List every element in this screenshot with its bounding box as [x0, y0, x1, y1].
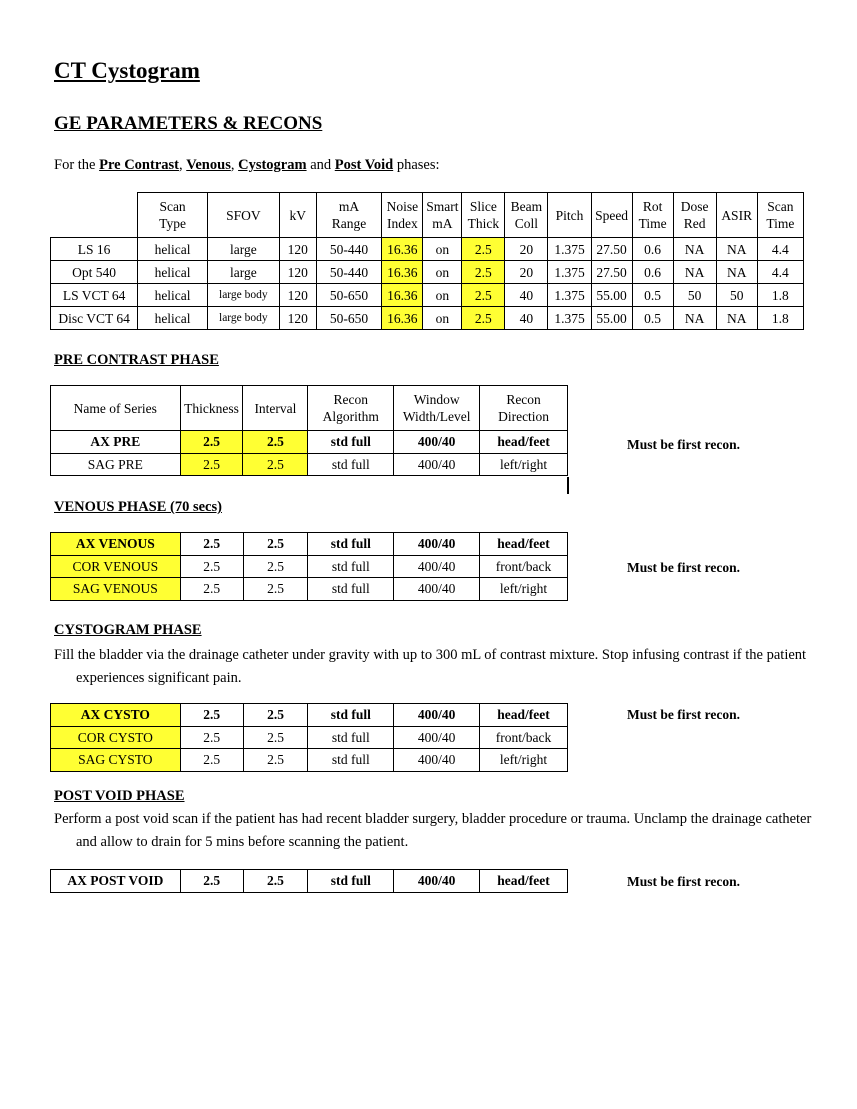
recon-cell: 2.5 [180, 533, 243, 556]
params-header-text: Scan [767, 199, 794, 214]
post-void-heading: POST VOID PHASE [54, 788, 185, 804]
params-header-text: Speed [595, 207, 629, 223]
recon-row [51, 870, 568, 893]
intro-sep: , [178, 157, 187, 173]
recon-cell: std full [308, 453, 394, 476]
post-void-instructions: Perform a post void scan if the patient has had recent bladder surgery, bladder procedure or trauma. Unclamp the drainage catheter and allow to drain for 5 mins before scanning the patient. [54, 811, 812, 850]
venous-note: Must be first recon. [627, 560, 740, 575]
recon-cell: 400/40 [394, 870, 480, 893]
params-cell: NA [716, 261, 757, 284]
params-cell: 120 [279, 284, 316, 307]
params-header-text: Range [331, 216, 367, 231]
recon-row [51, 726, 568, 749]
recon-cell: 2.5 [180, 704, 243, 727]
recon-cell: std full [308, 749, 394, 772]
recon-cell: 2.5 [243, 749, 308, 772]
recon-cell: head/feet [480, 870, 568, 893]
scanner-name-cell: LS VCT 64 [51, 284, 138, 307]
cystogram-heading: CYSTOGRAM PHASE [54, 622, 202, 638]
intro-prefix: For the [54, 157, 100, 173]
series-name-cell: AX VENOUS [51, 533, 181, 556]
recon-cell: front/back [480, 555, 568, 578]
params-header-cell [423, 193, 462, 238]
scanner-name-cell: Disc VCT 64 [51, 307, 138, 330]
params-row [51, 284, 804, 307]
recon-row [51, 749, 568, 772]
params-cell: 50 [673, 284, 716, 307]
params-header-text: mA [338, 199, 360, 214]
cystogram-recon-table [50, 703, 568, 772]
recon-header-cell [180, 386, 243, 431]
params-cell: large body [207, 307, 279, 330]
series-name-cell: SAG VENOUS [51, 578, 181, 601]
recon-header-text: Direction [498, 409, 550, 424]
venous-recon-table [50, 532, 568, 601]
params-header-cell [757, 193, 803, 238]
recon-cell: 2.5 [243, 704, 308, 727]
intro-phase-pre-contrast: Pre Contrast [99, 157, 179, 173]
recon-cell: 400/40 [394, 578, 480, 601]
series-name-cell: AX PRE [51, 431, 181, 454]
params-cell: 1.8 [757, 307, 803, 330]
recon-cell: 400/40 [394, 726, 480, 749]
recon-cell: 400/40 [394, 533, 480, 556]
params-header-text: Thick [467, 216, 500, 231]
recon-cell: 2.5 [243, 555, 308, 578]
recon-cell: head/feet [480, 533, 568, 556]
params-cell: NA [673, 261, 716, 284]
params-cell: 120 [279, 307, 316, 330]
params-header-text: Noise [386, 199, 419, 214]
recon-cell: std full [308, 704, 394, 727]
params-cell: 2.5 [462, 307, 505, 330]
cystogram-note: Must be first recon. [627, 707, 740, 722]
post-void-recon-table [50, 869, 568, 893]
params-header-cell [548, 193, 591, 238]
params-cell: 1.375 [548, 307, 591, 330]
params-cell: large body [207, 284, 279, 307]
scan-parameters-table [50, 192, 804, 330]
recon-cell: 2.5 [243, 578, 308, 601]
recon-header-text: Thickness [184, 400, 239, 416]
params-cell: 50-650 [316, 284, 382, 307]
recon-header-cell [480, 386, 568, 431]
params-cell: 4.4 [757, 238, 803, 261]
params-header-cell [382, 193, 423, 238]
params-cell: 0.6 [632, 238, 673, 261]
params-cell: 1.375 [548, 284, 591, 307]
recon-row [51, 431, 568, 454]
params-header-cell [505, 193, 548, 238]
recon-header-cell [51, 386, 181, 431]
recon-cell: 2.5 [180, 578, 243, 601]
params-header-text: Time [638, 216, 667, 231]
params-cell: large [207, 261, 279, 284]
recon-row [51, 453, 568, 476]
recon-cell: 400/40 [394, 453, 480, 476]
series-name-cell: SAG CYSTO [51, 749, 181, 772]
recon-cell: 400/40 [394, 749, 480, 772]
recon-cell: left/right [480, 749, 568, 772]
params-row [51, 307, 804, 330]
params-cell: 16.36 [382, 307, 423, 330]
params-cell: 50-440 [316, 238, 382, 261]
recon-cell: 2.5 [243, 533, 308, 556]
recon-header-text: Algorithm [322, 409, 379, 424]
params-cell: NA [716, 307, 757, 330]
params-header-text: Slice [469, 199, 497, 214]
recon-header-cell [308, 386, 394, 431]
recon-cell: std full [308, 726, 394, 749]
scanner-name-cell: Opt 540 [51, 261, 138, 284]
params-cell: 0.5 [632, 307, 673, 330]
intro-phase-venous: Venous [186, 157, 231, 173]
params-row [51, 261, 804, 284]
params-cell: 16.36 [382, 238, 423, 261]
series-name-cell: COR VENOUS [51, 555, 181, 578]
scanner-name-cell: LS 16 [51, 238, 138, 261]
params-header-cell [716, 193, 757, 238]
params-cell: 20 [505, 261, 548, 284]
params-header-row [51, 193, 804, 238]
recon-cell: head/feet [480, 431, 568, 454]
venous-heading: VENOUS PHASE (70 secs) [54, 499, 222, 515]
series-name-cell: SAG PRE [51, 453, 181, 476]
recon-cell: std full [308, 533, 394, 556]
recon-cell: std full [308, 578, 394, 601]
recon-header-text: Interval [254, 400, 297, 416]
params-header-text: kV [289, 207, 306, 223]
params-header-text: Time [766, 216, 795, 231]
series-name-cell: AX POST VOID [51, 870, 181, 893]
recon-cell: 2.5 [180, 555, 243, 578]
params-cell: 120 [279, 238, 316, 261]
pre-contrast-recon-table [50, 385, 568, 476]
params-header-cell [632, 193, 673, 238]
section-title: GE PARAMETERS & RECONS [54, 113, 323, 134]
params-cell: helical [138, 284, 208, 307]
params-row [51, 238, 804, 261]
recon-header-cell [243, 386, 308, 431]
recon-header-text: Recon [333, 392, 369, 407]
recon-cell: left/right [480, 453, 568, 476]
pre-contrast-note: Must be first recon. [627, 437, 740, 452]
params-header-cell [673, 193, 716, 238]
params-header-cell [279, 193, 316, 238]
params-cell: 16.36 [382, 284, 423, 307]
params-header-text: Dose [680, 199, 709, 214]
series-name-cell: COR CYSTO [51, 726, 181, 749]
recon-header-text: Window [413, 392, 460, 407]
recon-header-row [51, 386, 568, 431]
params-cell: helical [138, 238, 208, 261]
params-header-cell [316, 193, 382, 238]
recon-cell: std full [308, 870, 394, 893]
recon-cell: front/back [480, 726, 568, 749]
recon-row [51, 704, 568, 727]
recon-cell: 2.5 [243, 431, 308, 454]
recon-cell: std full [308, 431, 394, 454]
params-cell: 55.00 [591, 307, 632, 330]
params-cell: 20 [505, 238, 548, 261]
blank-corner-cell [51, 193, 138, 238]
params-cell: NA [716, 238, 757, 261]
params-cell: on [423, 284, 462, 307]
params-header-text: mA [432, 216, 453, 231]
intro-phase-post-void: Post Void [334, 157, 394, 173]
page-title: CT Cystogram [54, 58, 200, 83]
params-cell: 50 [716, 284, 757, 307]
intro-sep: and [306, 157, 335, 173]
params-cell: on [423, 238, 462, 261]
params-cell: on [423, 307, 462, 330]
recon-header-text: Width/Level [402, 409, 471, 424]
params-header-text: Red [683, 216, 706, 231]
intro-phase-cystogram: Cystogram [238, 157, 307, 173]
recon-cell: 2.5 [243, 870, 308, 893]
params-cell: 40 [505, 284, 548, 307]
params-cell: NA [673, 238, 716, 261]
params-cell: 27.50 [591, 238, 632, 261]
recon-cell: left/right [480, 578, 568, 601]
intro-sep: , [230, 157, 239, 173]
params-cell: large [207, 238, 279, 261]
recon-cell: 2.5 [180, 870, 243, 893]
params-header-cell [207, 193, 279, 238]
table-edge-line [567, 477, 569, 494]
params-cell: 4.4 [757, 261, 803, 284]
recon-cell: 2.5 [180, 749, 243, 772]
params-cell: 2.5 [462, 238, 505, 261]
recon-cell: 400/40 [394, 431, 480, 454]
recon-row [51, 578, 568, 601]
recon-cell: std full [308, 555, 394, 578]
params-cell: 0.6 [632, 261, 673, 284]
series-name-cell: AX CYSTO [51, 704, 181, 727]
recon-cell: 2.5 [180, 431, 243, 454]
params-cell: 55.00 [591, 284, 632, 307]
recon-row [51, 555, 568, 578]
params-header-cell [138, 193, 208, 238]
recon-cell: head/feet [480, 704, 568, 727]
params-cell: 40 [505, 307, 548, 330]
recon-header-text: Recon [506, 392, 541, 407]
params-cell: 16.36 [382, 261, 423, 284]
recon-cell: 400/40 [394, 555, 480, 578]
intro-text [54, 157, 440, 174]
params-header-text: Coll [514, 216, 539, 231]
params-cell: NA [673, 307, 716, 330]
pre-contrast-heading: PRE CONTRAST PHASE [54, 352, 219, 368]
recon-cell: 2.5 [243, 453, 308, 476]
recon-header-text: Name of Series [73, 400, 157, 416]
params-cell: 2.5 [462, 261, 505, 284]
recon-cell: 400/40 [394, 704, 480, 727]
params-header-cell [591, 193, 632, 238]
params-cell: helical [138, 307, 208, 330]
params-header-text: ASIR [721, 207, 753, 223]
params-header-text: Smart [426, 199, 459, 214]
recon-row [51, 533, 568, 556]
params-header-text: Index [386, 216, 418, 231]
recon-cell: 2.5 [243, 726, 308, 749]
params-header-text: Pitch [555, 207, 584, 223]
params-cell: on [423, 261, 462, 284]
params-cell: 1.375 [548, 261, 591, 284]
params-header-text: Rot [642, 199, 663, 214]
params-cell: 27.50 [591, 261, 632, 284]
recon-header-cell [394, 386, 480, 431]
params-cell: 1.8 [757, 284, 803, 307]
params-header-text: SFOV [226, 207, 261, 223]
recon-cell: 2.5 [180, 453, 243, 476]
cystogram-instructions: Fill the bladder via the drainage catheter under gravity with up to 300 mL of contrast mixture. Stop infusing contrast if the patient experiences significant pain. [54, 647, 807, 686]
params-cell: 50-440 [316, 261, 382, 284]
params-header-text: Type [159, 216, 186, 231]
params-header-text: Beam [510, 199, 543, 214]
params-cell: 50-650 [316, 307, 382, 330]
recon-cell: 2.5 [180, 726, 243, 749]
post-void-note: Must be first recon. [627, 874, 740, 889]
params-header-text: Scan [159, 199, 186, 214]
intro-suffix: phases: [393, 157, 440, 173]
params-cell: 0.5 [632, 284, 673, 307]
params-cell: 120 [279, 261, 316, 284]
params-cell: 2.5 [462, 284, 505, 307]
params-header-cell [462, 193, 505, 238]
params-cell: helical [138, 261, 208, 284]
params-cell: 1.375 [548, 238, 591, 261]
